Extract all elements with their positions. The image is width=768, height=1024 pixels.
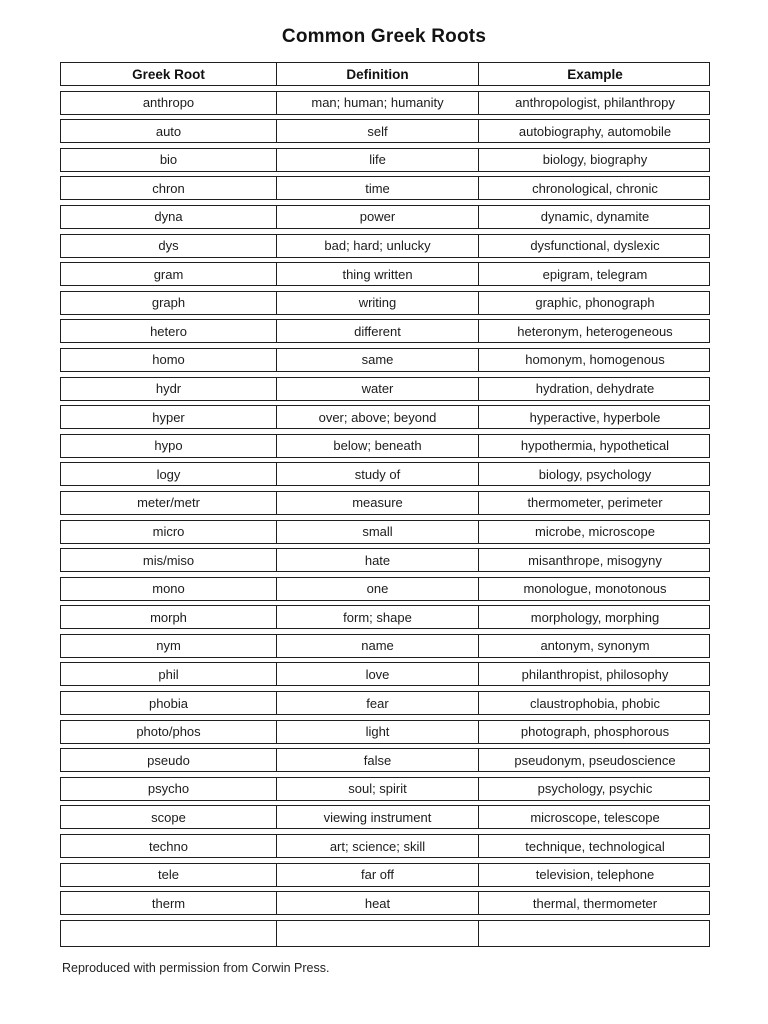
cell-example: hyperactive, hyperbole <box>478 406 711 428</box>
cell-example: morphology, morphing <box>478 606 711 628</box>
cell-definition <box>276 921 478 946</box>
cell-example: claustrophobia, phobic <box>478 692 711 714</box>
cell-greek-root: tele <box>158 867 179 883</box>
cell-greek-root: mono <box>152 581 185 597</box>
cell-definition: over; above; beyond <box>276 406 478 428</box>
table-row <box>60 377 710 401</box>
table-row <box>60 577 710 601</box>
table-row <box>60 119 710 143</box>
cell-definition: study of <box>276 463 478 485</box>
table-row <box>60 834 710 858</box>
cell-definition: man; human; humanity <box>276 92 478 114</box>
cell-example: monologue, monotonous <box>478 578 711 600</box>
table-row <box>60 891 710 915</box>
cell-definition: different <box>276 320 478 342</box>
cell-example: autobiography, automobile <box>478 120 711 142</box>
cell-greek-root: dyna <box>154 209 183 225</box>
cell-definition: art; science; skill <box>276 835 478 857</box>
table-row <box>60 462 710 486</box>
cell-greek-root: gram <box>153 266 184 282</box>
cell-example: philanthropist, philosophy <box>478 663 711 685</box>
cell-example: microbe, microscope <box>478 521 711 543</box>
column-header-definition: Definition <box>276 63 478 85</box>
cell-definition: small <box>276 521 478 543</box>
cell-greek-root: dys <box>158 238 179 254</box>
table-body <box>60 91 710 947</box>
cell-example: dysfunctional, dyslexic <box>478 235 711 257</box>
table-row <box>60 148 710 172</box>
table-row <box>60 176 710 200</box>
cell-example: pseudonym, pseudoscience <box>478 749 711 771</box>
cell-example: chronological, chronic <box>478 177 711 199</box>
cell-definition: soul; spirit <box>276 778 478 800</box>
cell-example: biology, psychology <box>478 463 711 485</box>
cell-definition: time <box>276 177 478 199</box>
cell-greek-root: scope <box>151 809 186 825</box>
cell-example: thermal, thermometer <box>478 892 711 914</box>
cell-greek-root: micro <box>152 524 185 539</box>
cell-example: homonym, homogenous <box>478 349 711 371</box>
cell-example: microscope, telescope <box>478 806 711 828</box>
cell-definition: water <box>276 378 478 400</box>
table-row <box>60 348 710 372</box>
cell-definition: light <box>276 721 478 743</box>
cell-greek-root: chron <box>152 180 185 196</box>
greek-roots-table <box>60 62 710 947</box>
table-row <box>60 662 710 686</box>
cell-definition: fear <box>276 692 478 714</box>
cell-example: dynamic, dynamite <box>478 206 711 228</box>
table-row <box>60 262 710 286</box>
cell-definition: power <box>276 206 478 228</box>
cell-definition: thing written <box>276 263 478 285</box>
cell-definition: false <box>276 749 478 771</box>
cell-definition: name <box>276 635 478 657</box>
table-row <box>60 405 710 429</box>
table-row <box>60 319 710 343</box>
cell-example: hydration, dehydrate <box>478 378 711 400</box>
table-row <box>60 434 710 458</box>
cell-definition: life <box>276 149 478 171</box>
cell-definition: far off <box>276 864 478 886</box>
cell-example: photograph, phosphorous <box>478 721 711 743</box>
table-row <box>60 920 710 947</box>
table-row <box>60 91 710 115</box>
cell-definition: measure <box>276 492 478 514</box>
cell-greek-root: meter/metr <box>137 495 200 511</box>
cell-greek-root: homo <box>152 352 185 368</box>
cell-greek-root: hydr <box>155 381 182 397</box>
cell-greek-root: hypo <box>154 438 183 454</box>
cell-example: epigram, telegram <box>478 263 711 285</box>
cell-example: television, telephone <box>478 864 711 886</box>
cell-definition: heat <box>276 892 478 914</box>
cell-example: anthropologist, philanthropy <box>478 92 711 114</box>
cell-greek-root <box>61 921 276 946</box>
cell-greek-root: hetero <box>150 323 187 339</box>
cell-greek-root: phobia <box>148 695 189 711</box>
cell-example: hypothermia, hypothetical <box>478 435 711 457</box>
cell-greek-root: anthropo <box>142 95 195 111</box>
table-row <box>60 548 710 572</box>
cell-example: heteronym, heterogeneous <box>478 320 711 342</box>
cell-greek-root: mis/miso <box>142 552 195 568</box>
cell-example <box>478 921 711 946</box>
cell-example: biology, biography <box>478 149 711 171</box>
cell-definition: love <box>276 663 478 685</box>
cell-definition: same <box>276 349 478 371</box>
column-header-greek-root: Greek Root <box>132 66 205 82</box>
cell-definition: one <box>276 578 478 600</box>
cell-definition: form; shape <box>276 606 478 628</box>
table-row <box>60 520 710 544</box>
table-row <box>60 291 710 315</box>
table-row <box>60 805 710 829</box>
cell-definition: writing <box>276 292 478 314</box>
cell-greek-root: techno <box>148 838 189 854</box>
table-row <box>60 748 710 772</box>
document-title: Common Greek Roots <box>281 26 487 47</box>
cell-definition: self <box>276 120 478 142</box>
cell-greek-root: photo/phos <box>136 724 201 740</box>
cell-example: misanthrope, misogyny <box>478 549 711 571</box>
table-row <box>60 777 710 801</box>
table-row <box>60 491 710 515</box>
cell-example: psychology, psychic <box>478 778 711 800</box>
cell-greek-root: nym <box>156 638 181 654</box>
permission-note: Reproduced with permission from Corwin Press. <box>62 960 330 975</box>
table-row <box>60 634 710 658</box>
cell-example: antonym, synonym <box>478 635 711 657</box>
column-header-example: Example <box>478 63 711 85</box>
cell-greek-root: psycho <box>147 781 190 797</box>
cell-greek-root: bio <box>159 152 178 168</box>
cell-greek-root: auto <box>155 123 182 139</box>
cell-definition: below; beneath <box>276 435 478 457</box>
table-row <box>60 605 710 629</box>
cell-definition: hate <box>276 549 478 571</box>
cell-greek-root: phil <box>158 666 179 682</box>
table-row <box>60 863 710 887</box>
table-row <box>60 720 710 744</box>
cell-example: technique, technological <box>478 835 711 857</box>
cell-greek-root: pseudo <box>147 752 190 768</box>
cell-example: graphic, phonograph <box>478 292 711 314</box>
cell-greek-root: morph <box>150 609 187 625</box>
table-row <box>60 205 710 229</box>
cell-greek-root: graph <box>151 295 186 311</box>
cell-example: thermometer, perimeter <box>478 492 711 514</box>
table-row <box>60 691 710 715</box>
cell-greek-root: logy <box>156 466 181 482</box>
cell-definition: viewing instrument <box>276 806 478 828</box>
cell-definition: bad; hard; unlucky <box>276 235 478 257</box>
cell-greek-root: therm <box>151 895 186 911</box>
table-header-row <box>60 62 710 86</box>
cell-greek-root: hyper <box>152 409 185 425</box>
table-row <box>60 234 710 258</box>
